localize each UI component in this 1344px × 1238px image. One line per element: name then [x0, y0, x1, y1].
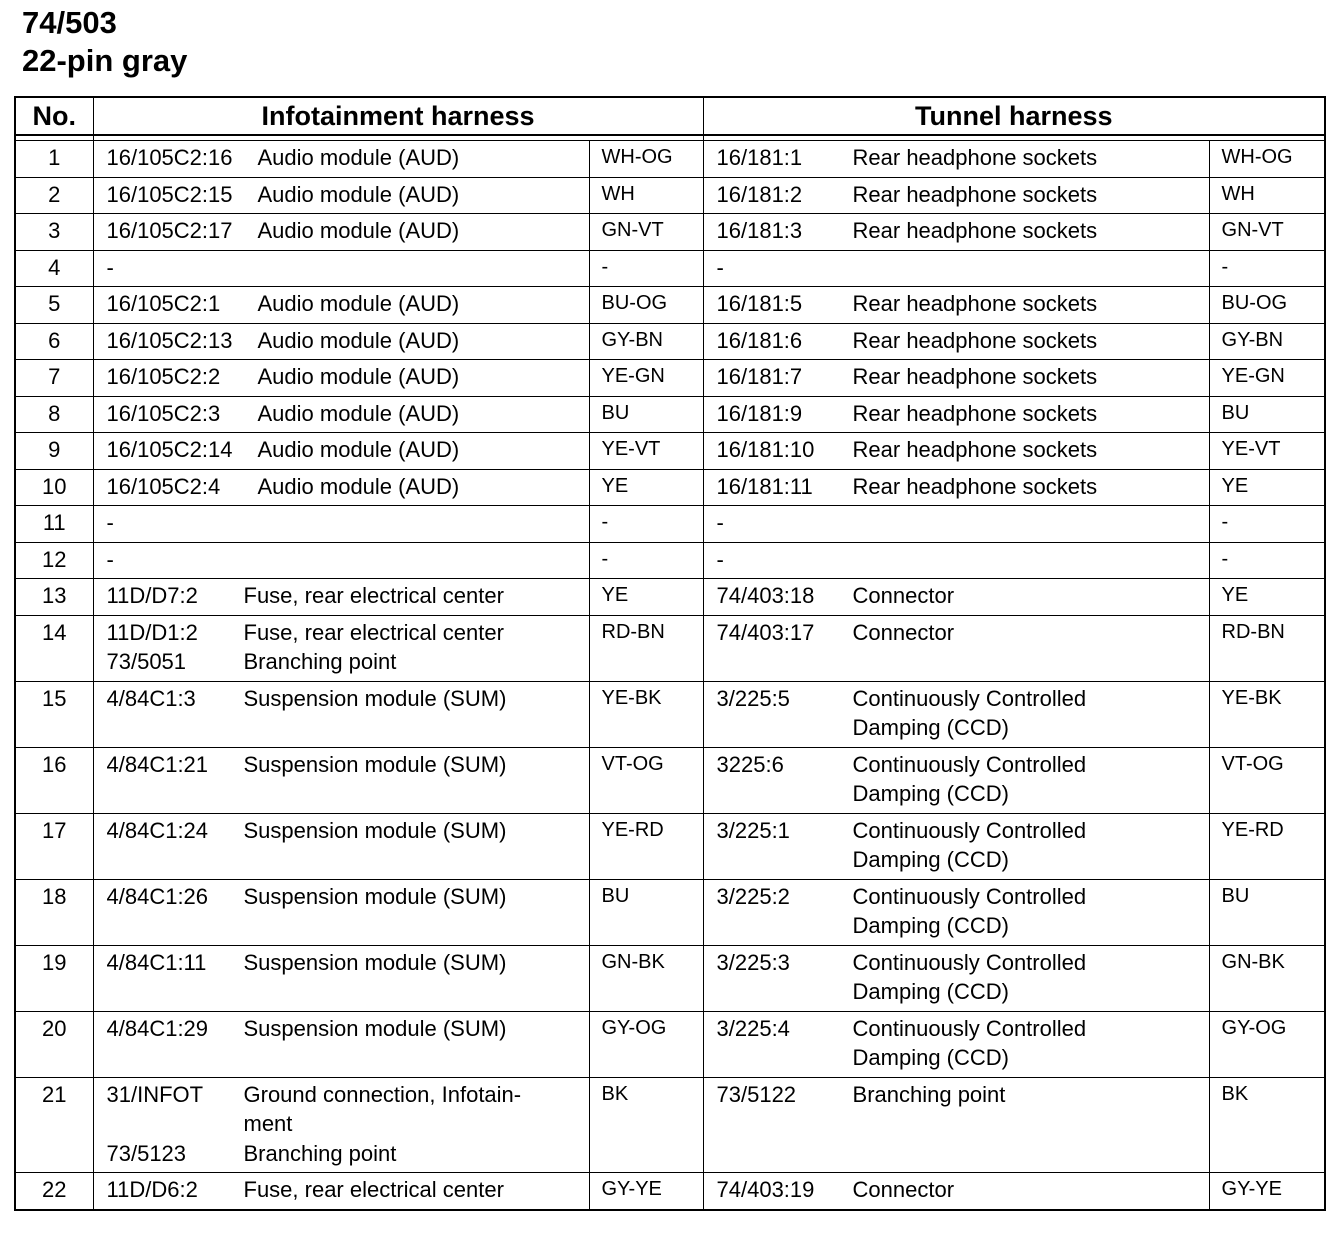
component-description: Continuously Controlled: [852, 685, 1087, 711]
component-description: Audio module (AUD): [257, 181, 460, 207]
infotainment-connection: [93, 323, 589, 360]
infotainment-wire-color: YE-RD: [589, 813, 703, 879]
component-description: Audio module (AUD): [257, 291, 460, 316]
table-row: [15, 615, 1325, 681]
connection-line: [107, 472, 589, 502]
terminal-code: [717, 1043, 853, 1073]
pin-number: 1: [15, 141, 93, 178]
table-row: [15, 469, 1325, 506]
tunnel-connection: [703, 1173, 1209, 1210]
terminal-code: -: [716, 254, 724, 280]
component-description: Fuse, rear electrical center: [243, 583, 504, 608]
terminal-code: 11D/D1:2: [106, 619, 198, 645]
connection-line: [717, 713, 1209, 743]
tunnel-wire-color: VT-OG: [1209, 747, 1325, 813]
connection-line: [107, 1175, 589, 1205]
infotainment-wire-color: BK: [589, 1077, 703, 1173]
terminal-code: 16/105C2:17: [106, 218, 233, 243]
component-description: Branching point: [243, 1140, 397, 1166]
component-description: Suspension module (SUM): [243, 1015, 507, 1041]
infotainment-connection: [93, 1011, 589, 1077]
connector-description: 22-pin gray: [22, 43, 188, 78]
table-row: [15, 433, 1325, 470]
terminal-code: -: [106, 254, 114, 280]
pin-number: 8: [15, 396, 93, 433]
pin-number: 17: [15, 813, 93, 879]
table-row: [15, 250, 1325, 287]
tunnel-connection: [703, 141, 1209, 178]
component-description: Fuse, rear electrical center: [243, 619, 504, 645]
infotainment-connection: [93, 396, 589, 433]
table-row: [15, 214, 1325, 251]
connection-line: [717, 948, 1209, 978]
connection-line: [717, 977, 1209, 1007]
terminal-code: -: [106, 546, 114, 572]
tunnel-connection: [703, 879, 1209, 945]
pin-number: 22: [15, 1173, 93, 1210]
component-description: Continuously Controlled: [852, 1015, 1087, 1041]
component-description: Audio module (AUD): [257, 473, 460, 499]
tunnel-wire-color: WH-OG: [1209, 141, 1325, 178]
infotainment-connection: [93, 214, 589, 251]
terminal-code: 74/403:18: [716, 583, 815, 608]
component-description: Audio module (AUD): [257, 218, 460, 243]
connection-line: [717, 779, 1209, 809]
terminal-code: -: [106, 510, 114, 535]
pin-number: 16: [15, 747, 93, 813]
header-tunnel-harness: Tunnel harness: [703, 97, 1325, 135]
pin-number: 5: [15, 287, 93, 324]
connection-line: [717, 911, 1209, 941]
connection-line: [717, 143, 1209, 173]
connection-line: [107, 1109, 589, 1139]
table-row: [15, 747, 1325, 813]
connection-line: [107, 289, 589, 319]
connection-line: [107, 326, 589, 356]
infotainment-connection: [93, 813, 589, 879]
component-description: Suspension module (SUM): [243, 685, 507, 711]
table-row: [15, 396, 1325, 433]
pin-number: 10: [15, 469, 93, 506]
connection-line: [107, 581, 589, 611]
infotainment-connection: [93, 1173, 589, 1210]
infotainment-connection: [93, 579, 589, 616]
pin-number: 6: [15, 323, 93, 360]
connection-line: [107, 143, 589, 173]
component-description: Suspension module (SUM): [243, 949, 507, 975]
infotainment-wire-color: GY-BN: [589, 323, 703, 360]
connection-line: [717, 816, 1209, 846]
terminal-code: [717, 713, 853, 743]
terminal-code: [717, 911, 853, 941]
terminal-code: [717, 845, 853, 875]
connection-line: [107, 948, 589, 978]
connection-line: [107, 750, 589, 780]
infotainment-wire-color: BU-OG: [589, 287, 703, 324]
table-row: [15, 879, 1325, 945]
component-description: Branching point: [852, 1081, 1006, 1107]
table-row: [15, 813, 1325, 879]
infotainment-connection: [93, 287, 589, 324]
tunnel-connection: [703, 433, 1209, 470]
connection-line: [107, 362, 589, 392]
table-body: [15, 141, 1325, 1210]
infotainment-connection: [93, 141, 589, 178]
terminal-code: [717, 779, 853, 809]
component-description: Rear headphone sockets: [852, 327, 1098, 353]
component-description: Audio module (AUD): [257, 145, 460, 170]
component-description: ment: [243, 1111, 293, 1136]
component-description: Damping (CCD): [852, 1045, 1009, 1070]
tunnel-connection: [703, 360, 1209, 397]
connection-line: [107, 684, 589, 714]
infotainment-wire-color: -: [589, 542, 703, 579]
component-description: Suspension module (SUM): [243, 883, 507, 909]
terminal-code: 16/105C2:15: [106, 181, 233, 207]
component-description: Suspension module (SUM): [243, 751, 507, 777]
infotainment-connection: [93, 250, 589, 287]
component-description: Rear headphone sockets: [852, 437, 1098, 462]
infotainment-wire-color: YE: [589, 469, 703, 506]
connection-line: [717, 472, 1209, 502]
tunnel-connection: [703, 396, 1209, 433]
component-description: Connector: [852, 619, 955, 645]
connection-line: [107, 545, 589, 575]
table-row: [15, 1077, 1325, 1173]
component-description: Damping (CCD): [852, 847, 1009, 872]
tunnel-wire-color: YE-VT: [1209, 433, 1325, 470]
component-description: Suspension module (SUM): [243, 817, 507, 843]
infotainment-wire-color: WH-OG: [589, 141, 703, 178]
tunnel-wire-color: BK: [1209, 1077, 1325, 1173]
header-infotainment-harness: Infotainment harness: [93, 97, 703, 135]
table-row: [15, 681, 1325, 747]
connection-line: [107, 253, 589, 283]
terminal-code: -: [716, 546, 724, 572]
infotainment-wire-color: YE-BK: [589, 681, 703, 747]
terminal-code: 3/225:5: [716, 685, 790, 711]
header-no: No.: [15, 97, 93, 135]
component-description: Rear headphone sockets: [852, 218, 1098, 243]
connection-line: [107, 180, 589, 210]
connection-line: [107, 435, 589, 465]
terminal-code: 4/84C1:3: [106, 685, 196, 711]
infotainment-wire-color: GN-VT: [589, 214, 703, 251]
tunnel-connection: [703, 250, 1209, 287]
tunnel-wire-color: -: [1209, 506, 1325, 543]
connection-line: [717, 180, 1209, 210]
infotainment-connection: [93, 177, 589, 214]
tunnel-wire-color: YE-BK: [1209, 681, 1325, 747]
infotainment-wire-color: GY-YE: [589, 1173, 703, 1210]
component-description: Audio module (AUD): [257, 437, 460, 462]
tunnel-connection: [703, 813, 1209, 879]
component-description: Damping (CCD): [852, 781, 1009, 806]
table-row: [15, 287, 1325, 324]
terminal-code: 73/5051: [106, 649, 187, 674]
terminal-code: 3225:6: [716, 751, 784, 777]
connection-line: [717, 362, 1209, 392]
tunnel-wire-color: BU-OG: [1209, 287, 1325, 324]
pin-number: 21: [15, 1077, 93, 1173]
table-row: [15, 141, 1325, 178]
infotainment-connection: [93, 542, 589, 579]
terminal-code: 16/181:1: [716, 145, 803, 170]
tunnel-wire-color: GY-OG: [1209, 1011, 1325, 1077]
tunnel-connection: [703, 747, 1209, 813]
component-description: Audio module (AUD): [257, 400, 460, 426]
terminal-code: 73/5123: [106, 1140, 187, 1166]
tunnel-connection: [703, 579, 1209, 616]
tunnel-connection: [703, 1077, 1209, 1173]
component-description: Rear headphone sockets: [852, 145, 1098, 170]
connection-line: [107, 1080, 589, 1110]
tunnel-connection: [703, 1011, 1209, 1077]
tunnel-wire-color: RD-BN: [1209, 615, 1325, 681]
infotainment-connection: [93, 469, 589, 506]
terminal-code: 16/181:5: [716, 291, 803, 316]
pinout-table: [14, 96, 1326, 1211]
terminal-code: [717, 977, 853, 1007]
tunnel-wire-color: WH: [1209, 177, 1325, 214]
connection-line: [717, 750, 1209, 780]
tunnel-wire-color: GY-YE: [1209, 1173, 1325, 1210]
component-description: Audio module (AUD): [257, 364, 460, 389]
connection-line: [717, 845, 1209, 875]
component-description: Fuse, rear electrical center: [243, 1177, 504, 1202]
table-row: [15, 323, 1325, 360]
terminal-code: 16/181:6: [716, 327, 803, 353]
terminal-code: 74/403:19: [716, 1177, 815, 1202]
tunnel-connection: [703, 506, 1209, 543]
tunnel-wire-color: YE-GN: [1209, 360, 1325, 397]
pin-number: 9: [15, 433, 93, 470]
infotainment-connection: [93, 879, 589, 945]
infotainment-connection: [93, 747, 589, 813]
tunnel-connection: [703, 287, 1209, 324]
component-description: Continuously Controlled: [852, 751, 1087, 777]
tunnel-wire-color: BU: [1209, 879, 1325, 945]
component-description: Rear headphone sockets: [852, 364, 1098, 389]
tunnel-connection: [703, 323, 1209, 360]
connection-line: [717, 399, 1209, 429]
terminal-code: 16/181:2: [716, 181, 803, 207]
table-row: [15, 579, 1325, 616]
connection-line: [717, 1080, 1209, 1110]
table-row: [15, 945, 1325, 1011]
connection-line: [717, 326, 1209, 356]
terminal-code: 16/181:9: [716, 400, 803, 426]
table-row: [15, 506, 1325, 543]
tunnel-wire-color: GN-VT: [1209, 214, 1325, 251]
terminal-code: 16/105C2:1: [106, 291, 221, 316]
terminal-code: 3/225:4: [716, 1015, 790, 1041]
tunnel-connection: [703, 615, 1209, 681]
component-description: Ground connection, Infotain-: [243, 1081, 522, 1107]
terminal-code: 4/84C1:11: [106, 949, 207, 975]
infotainment-wire-color: YE-GN: [589, 360, 703, 397]
infotainment-connection: [93, 945, 589, 1011]
component-description: Connector: [852, 1177, 955, 1202]
terminal-code: 11D/D6:2: [106, 1177, 198, 1202]
terminal-code: 31/INFOT: [106, 1081, 204, 1107]
infotainment-connection: [93, 615, 589, 681]
terminal-code: 16/181:10: [716, 437, 815, 462]
component-description: Rear headphone sockets: [852, 473, 1098, 499]
terminal-code: 4/84C1:26: [106, 883, 209, 909]
tunnel-connection: [703, 469, 1209, 506]
infotainment-wire-color: RD-BN: [589, 615, 703, 681]
connection-line: [107, 1139, 589, 1169]
pin-number: 13: [15, 579, 93, 616]
connection-line: [107, 647, 589, 677]
infotainment-wire-color: BU: [589, 396, 703, 433]
component-description: Damping (CCD): [852, 715, 1009, 740]
terminal-code: -: [716, 510, 724, 535]
connection-line: [107, 618, 589, 648]
infotainment-wire-color: GY-OG: [589, 1011, 703, 1077]
tunnel-wire-color: YE-RD: [1209, 813, 1325, 879]
terminal-code: 3/225:3: [716, 949, 790, 975]
table-row: [15, 177, 1325, 214]
infotainment-connection: [93, 681, 589, 747]
connection-line: [717, 1043, 1209, 1073]
connection-line: [107, 882, 589, 912]
terminal-code: 73/5122: [716, 1081, 797, 1107]
table-row: [15, 1173, 1325, 1210]
terminal-code: 16/105C2:13: [106, 327, 233, 353]
pin-number: 11: [15, 506, 93, 543]
component-description: Rear headphone sockets: [852, 400, 1098, 426]
infotainment-wire-color: YE-VT: [589, 433, 703, 470]
connector-number: 74/503: [22, 5, 117, 40]
component-description: Connector: [852, 583, 955, 608]
component-description: Continuously Controlled: [852, 949, 1087, 975]
terminal-code: 4/84C1:24: [106, 817, 209, 843]
connection-line: [717, 581, 1209, 611]
terminal-code: 3/225:1: [716, 817, 790, 843]
pin-number: 12: [15, 542, 93, 579]
connection-line: [717, 545, 1209, 575]
connection-line: [717, 435, 1209, 465]
pin-number: 15: [15, 681, 93, 747]
infotainment-wire-color: GN-BK: [589, 945, 703, 1011]
tunnel-wire-color: GY-BN: [1209, 323, 1325, 360]
tunnel-wire-color: GN-BK: [1209, 945, 1325, 1011]
tunnel-connection: [703, 681, 1209, 747]
tunnel-wire-color: YE: [1209, 579, 1325, 616]
connection-line: [107, 216, 589, 246]
table-header-row: [15, 97, 1325, 135]
infotainment-connection: [93, 433, 589, 470]
connection-line: [717, 253, 1209, 283]
table-row: [15, 360, 1325, 397]
tunnel-connection: [703, 214, 1209, 251]
terminal-code: 16/105C2:14: [106, 437, 233, 462]
terminal-code: 4/84C1:21: [106, 751, 209, 777]
tunnel-wire-color: YE: [1209, 469, 1325, 506]
connection-line: [717, 289, 1209, 319]
pin-number: 3: [15, 214, 93, 251]
infotainment-connection: [93, 506, 589, 543]
pin-number: 19: [15, 945, 93, 1011]
connection-line: [717, 1175, 1209, 1205]
tunnel-wire-color: -: [1209, 542, 1325, 579]
connection-line: [717, 618, 1209, 648]
pin-number: 14: [15, 615, 93, 681]
connection-line: [107, 508, 589, 538]
component-description: Branching point: [243, 649, 397, 674]
connection-line: [107, 816, 589, 846]
pin-number: 18: [15, 879, 93, 945]
infotainment-wire-color: -: [589, 250, 703, 287]
component-description: Damping (CCD): [852, 913, 1009, 938]
pin-number: 2: [15, 177, 93, 214]
pin-number: 7: [15, 360, 93, 397]
connection-line: [717, 684, 1209, 714]
infotainment-wire-color: YE: [589, 579, 703, 616]
infotainment-wire-color: VT-OG: [589, 747, 703, 813]
connection-line: [717, 1014, 1209, 1044]
terminal-code: 74/403:17: [716, 619, 815, 645]
terminal-code: 4/84C1:29: [106, 1015, 209, 1041]
connection-line: [107, 399, 589, 429]
table-row: [15, 1011, 1325, 1077]
table-row: [15, 542, 1325, 579]
pin-number: 20: [15, 1011, 93, 1077]
terminal-code: 16/181:3: [716, 218, 803, 243]
terminal-code: [107, 1109, 244, 1139]
pin-number: 4: [15, 250, 93, 287]
tunnel-connection: [703, 542, 1209, 579]
terminal-code: 3/225:2: [716, 883, 790, 909]
component-description: Audio module (AUD): [257, 327, 460, 353]
terminal-code: 16/105C2:16: [106, 145, 233, 170]
terminal-code: 16/181:7: [716, 364, 803, 389]
tunnel-connection: [703, 177, 1209, 214]
document-title: [22, 4, 187, 80]
terminal-code: 16/105C2:4: [106, 473, 221, 499]
terminal-code: 16/105C2:2: [106, 364, 221, 389]
tunnel-wire-color: -: [1209, 250, 1325, 287]
infotainment-connection: [93, 360, 589, 397]
component-description: Continuously Controlled: [852, 817, 1087, 843]
infotainment-wire-color: BU: [589, 879, 703, 945]
terminal-code: 16/181:11: [716, 473, 813, 499]
connection-line: [107, 1014, 589, 1044]
infotainment-wire-color: -: [589, 506, 703, 543]
infotainment-connection: [93, 1077, 589, 1173]
terminal-code: 11D/D7:2: [106, 583, 198, 608]
component-description: Continuously Controlled: [852, 883, 1087, 909]
component-description: Damping (CCD): [852, 979, 1009, 1004]
terminal-code: 16/105C2:3: [106, 400, 221, 426]
connection-line: [717, 882, 1209, 912]
connection-line: [717, 216, 1209, 246]
connection-line: [717, 508, 1209, 538]
tunnel-wire-color: BU: [1209, 396, 1325, 433]
tunnel-connection: [703, 945, 1209, 1011]
infotainment-wire-color: WH: [589, 177, 703, 214]
component-description: Rear headphone sockets: [852, 181, 1098, 207]
component-description: Rear headphone sockets: [852, 291, 1098, 316]
